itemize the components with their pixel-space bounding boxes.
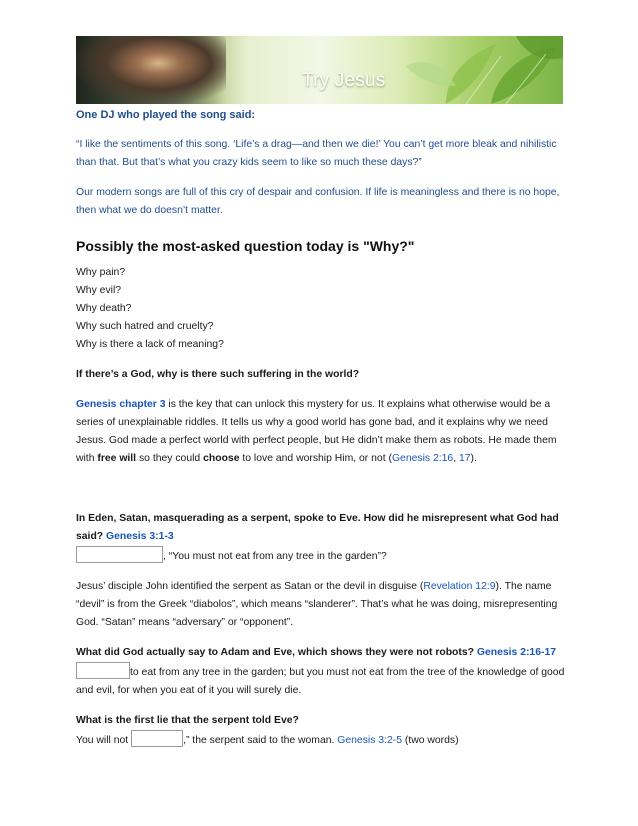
banner-title: Try Jesus	[302, 70, 386, 91]
robots-answer-tail: to eat from any tree in the garden; but you must not eat from the tree of the knowledge of good and evil, for when you eat of it you will surely die.	[76, 667, 565, 696]
eden-answer-tail: , “You must not eat from any tree in the garden”?	[163, 551, 387, 562]
eden-question	[76, 510, 566, 546]
robots-question	[76, 644, 566, 662]
robots-question-text: What did God actually say to Adam and Eve, which shows they were not robots?	[76, 647, 477, 658]
despair-paragraph: Our modern songs are full of this cry of despair and confusion. If life is meaningless and there is no hope, then what we do doesn’t matter.	[76, 187, 560, 216]
eden-question-text: In Eden, Satan, masquerading as a serpent, spoke to Eve. How did he misrepresent what God had said?	[76, 513, 559, 542]
genesis-text-4: ).	[470, 453, 477, 464]
why-question: Why pain?	[76, 267, 126, 278]
why-question: Why death?	[76, 303, 132, 314]
why-question: Why is there a lack of meaning?	[76, 339, 224, 350]
genesis-2-16-17-link[interactable]: Genesis 2:16-17	[476, 647, 557, 658]
devil-paragraph	[76, 578, 566, 632]
lie-question: What is the first lie that the serpent told Eve?	[76, 715, 299, 726]
worship-photo	[76, 36, 226, 104]
genesis-text-1: is the key that can unlock this mystery for us. It explains what otherwise would be a series of unexplainable riddles. It tells us why a good world has gone bad, and it explains why we need Jesus. God made a perfect world with perfect people, but He didn’t make them as robots. He made them with	[76, 399, 557, 464]
leaf-decoration-icon	[406, 36, 563, 104]
study-content	[76, 106, 566, 750]
genesis-2-16-link[interactable]: Genesis 2:16	[391, 453, 454, 464]
why-heading: Possibly the most-asked question today is "Why?"	[76, 238, 415, 254]
genesis-3-2-5-link[interactable]: Genesis 3:2-5	[337, 735, 402, 746]
eden-answer	[76, 546, 566, 566]
choose-term: choose	[203, 453, 240, 464]
suffering-question: If there’s a God, why is there such suffering in the world?	[76, 369, 360, 380]
revelation-12-9-link[interactable]: Revelation 12:9	[423, 581, 496, 592]
why-question-list	[76, 264, 566, 354]
genesis-2-17-link[interactable]: 17	[458, 453, 471, 464]
why-question: Why such hatred and cruelty?	[76, 321, 214, 332]
genesis-3-1-3-link[interactable]: Genesis 3:1-3	[106, 531, 174, 542]
devil-text-1: Jesus’ disciple John identified the serpent as Satan or the devil in disguise (	[76, 581, 424, 592]
genesis-text-2: so they could	[136, 453, 204, 464]
lie-answer	[76, 730, 566, 750]
lie-suffix: ,” the serpent said to the woman.	[183, 735, 338, 746]
free-will-term: free will	[97, 453, 137, 464]
lie-prefix: You will not	[76, 735, 132, 746]
genesis-chapter-3-link[interactable]: Genesis chapter 3	[76, 399, 166, 410]
why-question: Why evil?	[76, 285, 122, 296]
dj-quote: “I like the sentiments of this song. ‘Life’s a drag—and then we die!’ You can’t get more bleak and nihilistic than that. But that’s what you crazy kids seem to like so much these days?”	[76, 139, 557, 168]
robots-answer-blank[interactable]	[76, 662, 130, 679]
try-jesus-banner	[76, 36, 563, 104]
lie-answer-blank[interactable]	[131, 730, 183, 747]
ref-separator: ,	[453, 453, 459, 464]
dj-heading: One DJ who played the song said:	[76, 109, 256, 121]
genesis-paragraph	[76, 396, 566, 468]
lie-note: (two words)	[402, 735, 459, 746]
robots-answer	[76, 662, 566, 700]
eden-answer-blank[interactable]	[76, 546, 163, 563]
genesis-text-3: to love and worship Him, or not (	[239, 453, 392, 464]
devil-text-2: ). The name “devil” is from the Greek “diabolos”, which means “slanderer”. That’s what he was doing, misrepresenting God. “Satan” means “adversary” or “opponent”.	[76, 581, 558, 628]
